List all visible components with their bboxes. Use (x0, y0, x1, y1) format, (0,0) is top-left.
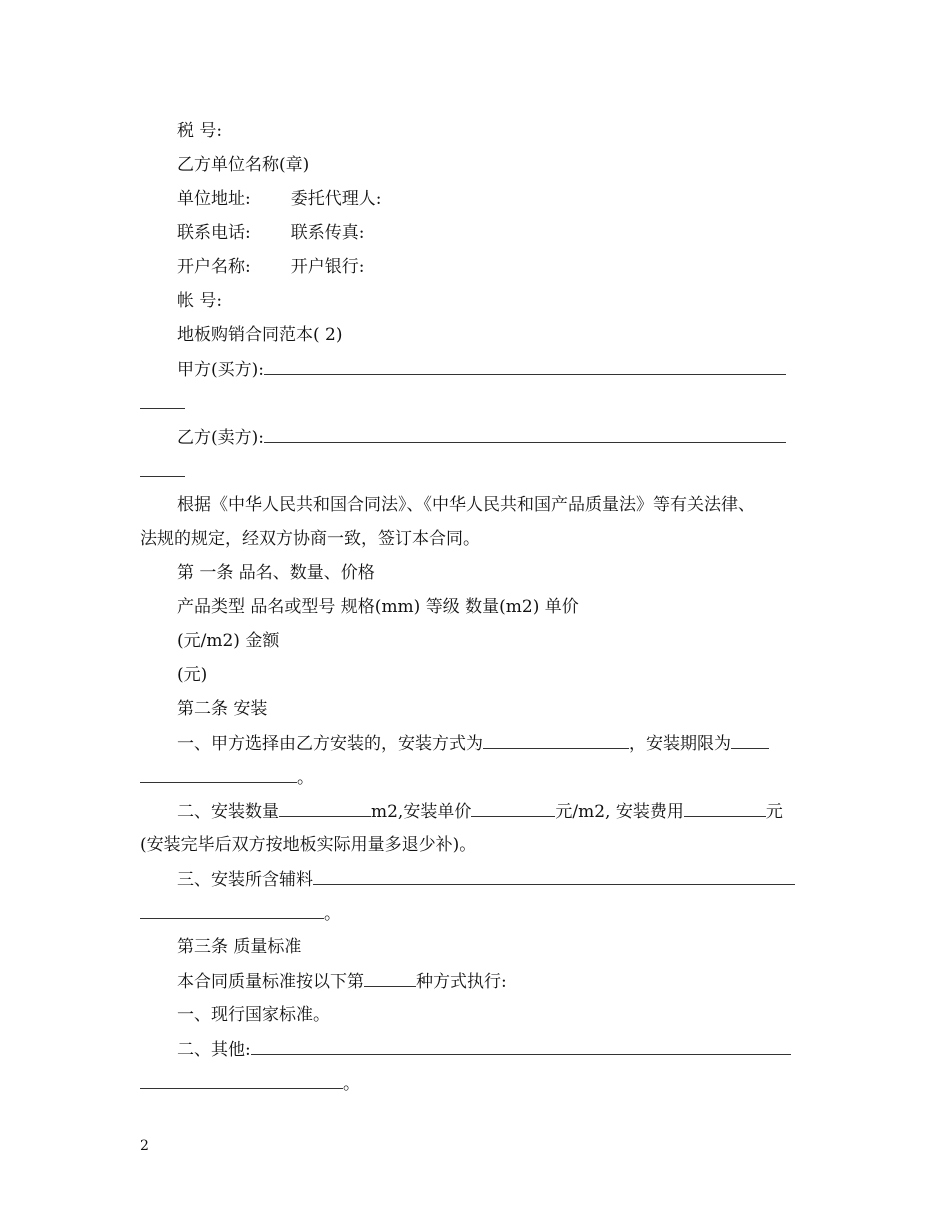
contract-title: 地板购销合同范本( 2) (177, 325, 343, 345)
install-fee-blank[interactable] (684, 800, 766, 817)
tel-fax-line (177, 222, 364, 244)
page-number: 2 (140, 1138, 149, 1154)
article-3-heading (177, 936, 301, 958)
table-header-3: (元) (177, 665, 208, 685)
install-item-1 (177, 732, 769, 755)
tax-number-label: 税 号: (177, 121, 223, 141)
quality-option-1-text: 一、现行国家标准。 (177, 1005, 330, 1025)
preamble-text-1: 根据《中华人民共和国合同法》、《中华人民共和国产品质量法》等有关法律、 (177, 495, 755, 515)
install-unit-price-label: m2,安装单价 (371, 802, 472, 822)
install-fee-label: 元/m2, 安装费用 (555, 802, 684, 822)
install-item-1-cont (140, 766, 314, 789)
install-method-label: 一、甲方选择由乙方安装的，安装方式为 (177, 734, 483, 754)
table-header-1: 产品类型 品名或型号 规格(mm) 等级 数量(m2) 单价 (177, 597, 579, 617)
article-1-title: 第 一条 品名、数量、价格 (177, 563, 375, 583)
tel-label: 联系电话: (177, 223, 251, 243)
account-number-line (177, 290, 222, 312)
address-agent-line (177, 188, 381, 210)
buyer-line (177, 358, 786, 381)
preamble-text-2: 法规的规定，经双方协商一致，签订本合同。 (140, 529, 480, 549)
quality-option-2-blank-continued[interactable] (140, 1072, 343, 1089)
article-1-heading (177, 562, 375, 584)
install-item-2-cont (140, 834, 476, 856)
seller-label: 乙方(卖方): (177, 428, 264, 448)
bank-label: 开户银行: (290, 257, 365, 277)
auxiliary-materials-blank[interactable] (313, 868, 795, 885)
seller-line (177, 426, 786, 449)
seller-blank[interactable] (264, 426, 786, 443)
contract-title-line (177, 324, 342, 346)
quality-option-2 (177, 1038, 791, 1061)
install-fee-unit: 元 (765, 802, 783, 822)
agent-label: 委托代理人: (290, 189, 382, 209)
install-period-blank[interactable] (731, 732, 769, 749)
seller-blank-cont (140, 460, 185, 483)
auxiliary-materials-blank-continued[interactable] (140, 902, 324, 919)
install-item-3-cont (140, 902, 341, 925)
install-item-2 (177, 800, 783, 823)
table-header-2: (元/m2) 金额 (177, 631, 280, 651)
account-bank-line (177, 256, 364, 278)
quality-method-blank[interactable] (364, 970, 416, 987)
buyer-label: 甲方(买方): (177, 360, 264, 380)
install-method-blank[interactable] (483, 732, 629, 749)
account-number-label: 帐 号: (177, 291, 223, 311)
account-name-label: 开户名称: (177, 257, 251, 277)
install-unit-price-blank[interactable] (471, 800, 555, 817)
table-header-line-3 (177, 664, 207, 686)
party-b-name-line (177, 154, 309, 176)
buyer-blank-cont (140, 392, 185, 415)
install-item-3-end: 。 (324, 904, 341, 924)
preamble-line-1 (177, 494, 755, 516)
install-item-3 (177, 868, 795, 891)
install-quantity-label: 二、安装数量 (177, 802, 279, 822)
article-3-title: 第三条 质量标准 (177, 937, 302, 957)
party-b-name-label: 乙方单位名称(章) (177, 155, 310, 175)
quality-option-2-cont (140, 1072, 360, 1095)
table-header-line-2 (177, 630, 279, 652)
seller-blank-continued[interactable] (140, 460, 185, 477)
quality-method-label: 本合同质量标准按以下第 (177, 972, 364, 992)
article-2-title: 第二条 安装 (177, 699, 268, 719)
buyer-blank[interactable] (264, 358, 786, 375)
install-item-1-end: 。 (297, 768, 314, 788)
install-quantity-blank[interactable] (279, 800, 371, 817)
install-period-label: ，安装期限为 (629, 734, 731, 754)
quality-method-line (177, 970, 507, 993)
tax-number-line (177, 120, 222, 142)
quality-option-1 (177, 1004, 330, 1026)
article-2-heading (177, 698, 267, 720)
quality-option-2-end: 。 (343, 1074, 360, 1094)
fax-label: 联系传真: (290, 223, 365, 243)
buyer-blank-continued[interactable] (140, 392, 185, 409)
table-header-line-1 (177, 596, 579, 618)
quality-option-2-blank[interactable] (251, 1038, 791, 1055)
quality-option-2-label: 二、其他: (177, 1040, 251, 1060)
install-period-blank-continued[interactable] (140, 766, 297, 783)
auxiliary-materials-label: 三、安装所含辅料 (177, 870, 313, 890)
quality-method-suffix: 种方式执行: (416, 972, 507, 992)
install-item-2-note: (安装完毕后双方按地板实际用量多退少补)。 (140, 835, 477, 855)
preamble-line-2 (140, 528, 480, 550)
address-label: 单位地址: (177, 189, 251, 209)
